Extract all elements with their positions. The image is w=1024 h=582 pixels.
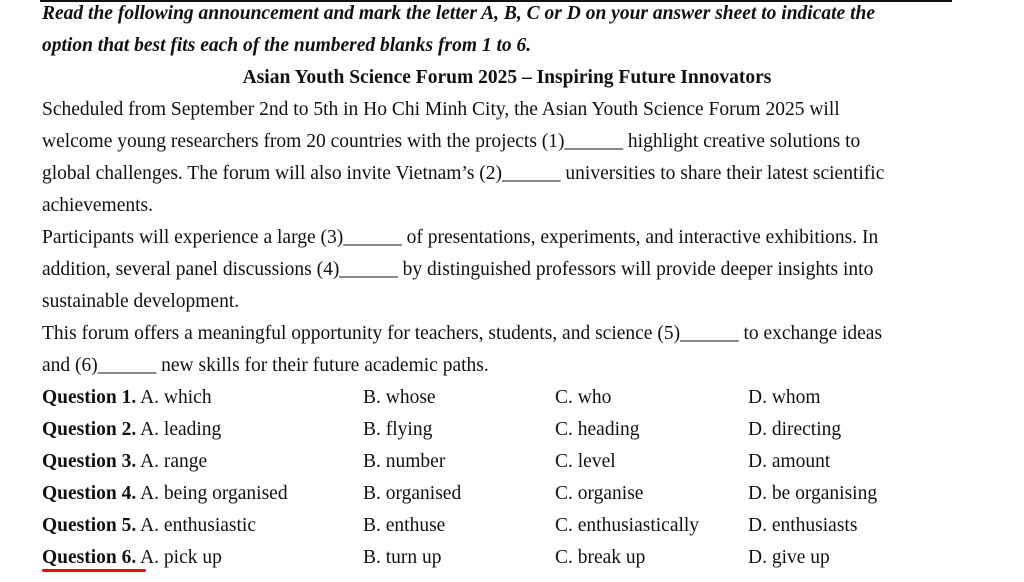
option-a: A. enthusiastic [140,515,256,536]
option-d: D. give up [748,547,830,568]
passage-line: global challenges. The forum will also invite Vietnam’s (2)______ universities to share their latest scientific [42,163,885,184]
option-d: D. enthusiasts [748,515,858,536]
question-5 [42,510,992,542]
option-d: D. whom [748,387,821,408]
option-a: A. pick up [140,547,222,568]
question-label: Question 1. [42,387,137,408]
instruction-line: option that best fits each of the numbered blanks from 1 to 6. [42,35,532,56]
passage-title: Asian Youth Science Forum 2025 – Inspiring Future Innovators [242,67,772,88]
exam-document [42,0,992,574]
option-c: C. heading [555,419,640,440]
question-label: Question 4. [42,483,137,504]
option-d: D. directing [748,419,842,440]
option-b: B. number [363,451,446,472]
instruction-line: Read the following announcement and mark the letter A, B, C or D on your answer sheet to indicate the [42,3,875,24]
question-6 [42,542,992,574]
passage-line: welcome young researchers from 20 countries with the projects (1)______ highlight creative solutions to [42,131,861,152]
question-4 [42,478,992,510]
option-c: C. who [555,387,612,408]
option-c: C. break up [555,547,646,568]
option-c: C. enthusiastically [555,515,700,536]
option-b: B. whose [363,387,436,408]
passage-line: and (6)______ new skills for their future academic paths. [42,355,489,376]
option-b: B. organised [363,483,462,504]
passage-line: Participants will experience a large (3)______ of presentations, experiments, and interactive exhibitions. In [42,227,879,248]
question-2 [42,414,992,446]
option-c: C. organise [555,483,644,504]
red-underline-annotation [42,569,146,572]
question-3 [42,446,992,478]
option-a: A. which [140,387,212,408]
passage-line: This forum offers a meaningful opportunity for teachers, students, and science (5)______ to exchange ideas [42,323,883,344]
question-1 [42,382,992,414]
option-a: A. leading [140,419,222,440]
option-a: A. being organised [140,483,288,504]
passage-line: Scheduled from September 2nd to 5th in Ho Chi Minh City, the Asian Youth Science Forum 2025 will [42,99,840,120]
question-label: Question 6. [42,547,137,568]
option-b: B. turn up [363,547,442,568]
question-label: Question 2. [42,419,137,440]
option-b: B. enthuse [363,515,446,536]
passage-line: achievements. [42,195,153,216]
passage-line: sustainable development. [42,291,240,312]
question-label: Question 5. [42,515,137,536]
option-b: B. flying [363,419,433,440]
option-d: D. amount [748,451,831,472]
option-d: D. be organising [748,483,878,504]
question-label: Question 3. [42,451,137,472]
option-c: C. level [555,451,616,472]
passage-line: addition, several panel discussions (4)______ by distinguished professors will provide deeper insights into [42,259,874,280]
option-a: A. range [140,451,208,472]
